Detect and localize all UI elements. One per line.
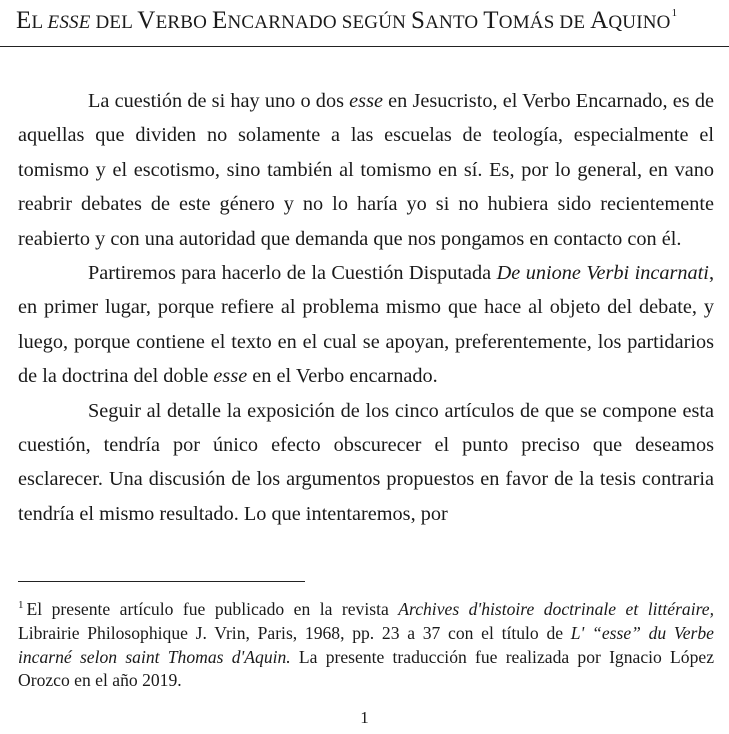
italic-work-title: De unione Verbi incarnati [496, 262, 709, 285]
footnote-marker: 1 [18, 599, 24, 611]
text-run: La cuestión de si hay uno o dos [88, 90, 350, 112]
text-run: El presente artículo fue publicado en la revista [26, 599, 399, 619]
text-run: , en primer lugar, porque refiere al problema mismo que hace al objeto del debate, y luego, porque contiene el texto en el cual se apoyan, preferentemente, los partidarios de la doctrina del doble [18, 262, 715, 388]
title-initial: E [212, 7, 228, 34]
text-run: en Jesucristo, el Verbo Encarnado, es de aquellas que dividen no solamente a las escuelas de teología, especialmente el tomismo y el escotismo, sino también al tomismo en sí. Es, por lo general, en vano reabrir debates de este género y no lo haría yo si no hubiera sido recientemente reabierto y con una autoridad que demanda que nos pongamos en contacto con él. [18, 90, 714, 250]
title-initial: S [411, 7, 426, 34]
paragraph-2 [18, 256, 714, 394]
paragraph-1 [18, 84, 714, 256]
italic-original-title: L' “esse” du Verbe incarné selon saint Thomas d'Aquin. [18, 622, 714, 667]
footnote [18, 594, 714, 693]
title-esse: ESSE [47, 12, 91, 33]
footnote-reference[interactable]: 1 [671, 7, 678, 19]
footnote-divider [18, 581, 305, 582]
text-run: Librairie Philosophique J. Vrin, Paris, 1968, pp. 23 a 37 con el título de [18, 622, 571, 643]
italic-term: esse [349, 90, 383, 112]
italic-journal: Archives d'histoire doctrinale et littéraire, [398, 599, 715, 619]
text-run: La presente traducción fue realizada por Ignacio López Orozco en el año 2019. [18, 646, 715, 691]
title-smallcaps: L [31, 12, 48, 33]
running-header [0, 0, 729, 47]
title-smallcaps: ANTO [425, 12, 484, 33]
title-initial: T [483, 7, 499, 34]
title-initial: A [590, 7, 609, 34]
page-number: 1 [360, 708, 369, 727]
text-run: en el Verbo encarnado. [247, 365, 438, 388]
page-title [16, 7, 677, 35]
body-text [18, 84, 714, 531]
title-smallcaps: ERBO [155, 12, 212, 33]
text-run: Seguir al detalle la exposición de los cinco artículos de que se compone esta cuestión, tendría por único efecto obscurecer el punto preciso que deseamos esclarecer. Una discusión de los argumentos propuestos en favor de la tesis contraria tendría el mismo resultado. Lo que intentaremos, por [18, 399, 714, 525]
paragraph-3 [18, 394, 714, 532]
text-run: Partiremos para hacerlo de la Cuestión Disputada [88, 262, 497, 285]
title-smallcaps: NCARNADO SEGÚN [227, 12, 411, 33]
title-initial: V [137, 7, 156, 34]
italic-term: esse [213, 365, 248, 388]
title-smallcaps: QUINO [608, 12, 671, 33]
title-smallcaps: DEL [90, 12, 138, 33]
title-smallcaps: OMÁS DE [498, 12, 591, 33]
title-initial: E [16, 7, 32, 34]
